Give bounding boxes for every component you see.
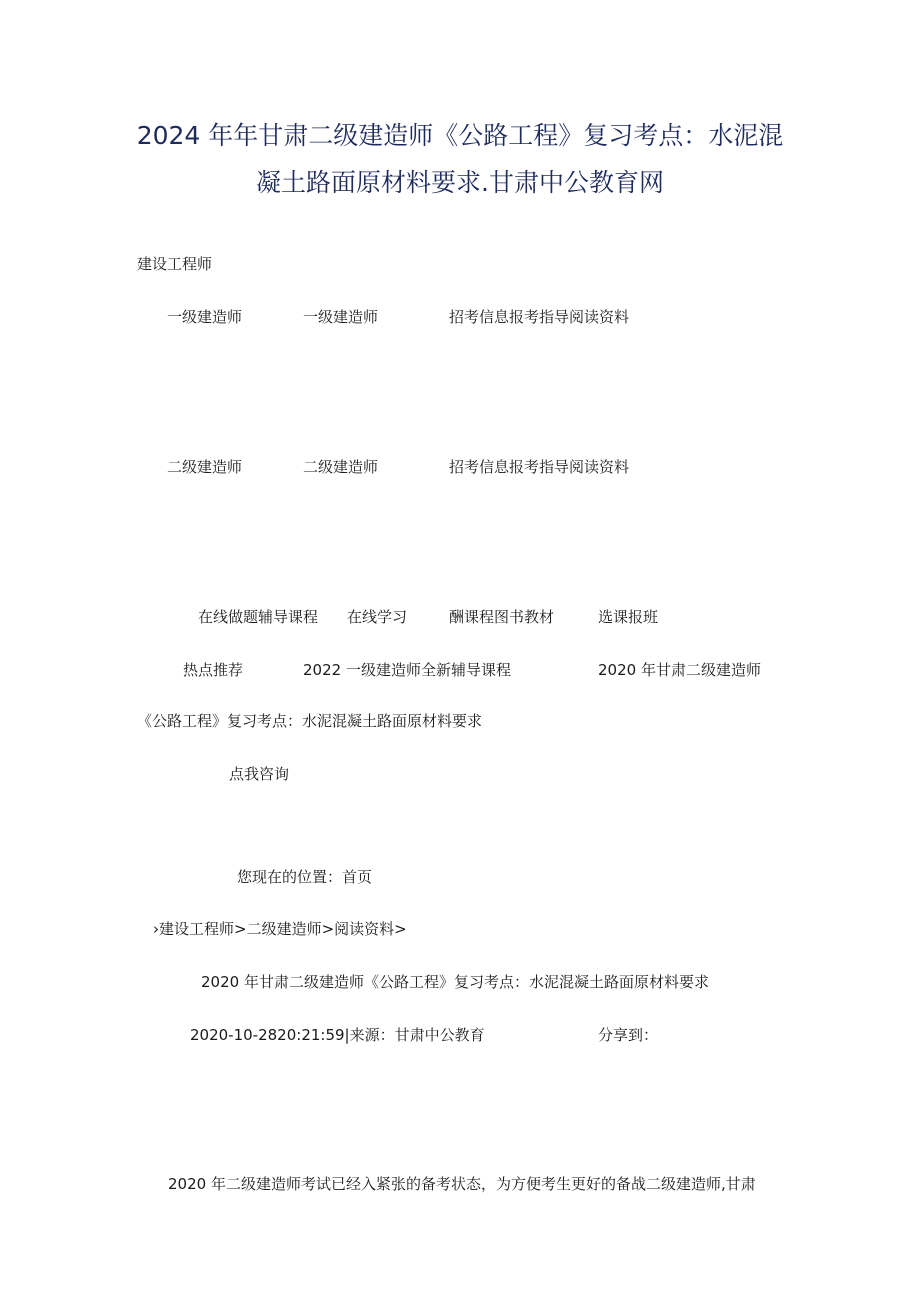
menu-item-online-study[interactable]: 在线学习 [347, 608, 408, 626]
nav-yiji-link-1[interactable]: 一级建造师 [167, 308, 243, 326]
share-label: 分享到： [598, 1026, 659, 1044]
breadcrumb-home[interactable]: 首页 [342, 868, 373, 886]
article-meta: 2020-10-2820:21:59|来源：甘肃中公教育 [190, 1026, 485, 1044]
breadcrumb[interactable]: ›建设工程师>二级建造师>阅读资料> [153, 920, 407, 938]
consult-link[interactable]: 点我咨询 [229, 765, 290, 783]
nav-erji-link-2[interactable]: 二级建造师 [303, 458, 379, 476]
nav-erji-links-group[interactable]: 招考信息报考指导阅读资料 [449, 458, 630, 476]
menu-item-books[interactable]: 酬课程图书教材 [449, 608, 555, 626]
nav-yiji-link-2[interactable]: 一级建造师 [303, 308, 379, 326]
menu-item-enroll[interactable]: 选课报班 [598, 608, 659, 626]
article-body-line: 2020 年二级建造师考试已经入紧张的备考状态，为方便考生更好的备战二级建造师,甘肃 [168, 1175, 756, 1193]
document-title [60, 112, 860, 206]
menu-item-practice[interactable]: 在线做题辅导课程 [198, 608, 319, 626]
location-prefix: 您现在的位置： [237, 868, 343, 886]
title-line-2: 凝土路面原材料要求.甘肃中公教育网 [256, 168, 664, 197]
title-line-1: 2024 年年甘肃二级建造师《公路工程》复习考点：水泥混 [136, 121, 784, 150]
location-line [237, 867, 372, 887]
article-heading: 2020 年甘肃二级建造师《公路工程》复习考点：水泥混凝土路面原材料要求 [201, 973, 709, 991]
hot-label: 热点推荐 [183, 661, 244, 679]
hot-link-article-cont[interactable]: 《公路工程》复习考点：水泥混凝土路面原材料要求 [137, 712, 483, 730]
hot-link-article[interactable]: 2020 年甘肃二级建造师 [598, 661, 761, 679]
nav-yiji-links-group[interactable]: 招考信息报考指导阅读资料 [449, 308, 630, 326]
nav-erji-link-1[interactable]: 二级建造师 [167, 458, 243, 476]
hot-link-course[interactable]: 2022 一级建造师全新辅导课程 [303, 661, 511, 679]
category-label[interactable]: 建设工程师 [137, 255, 213, 273]
